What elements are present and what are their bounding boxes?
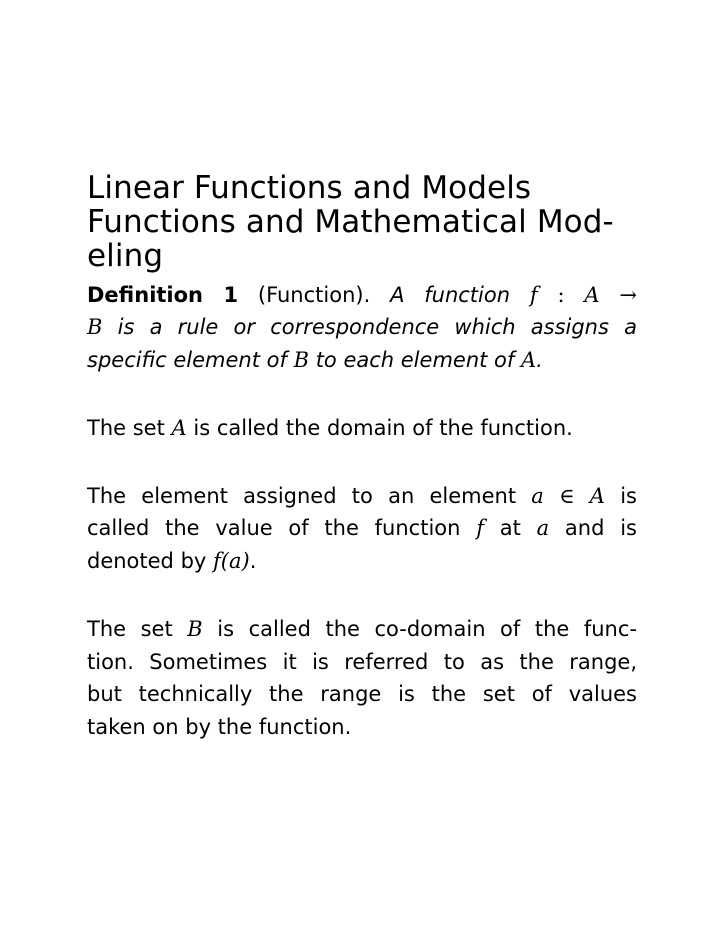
definition-text-3b: to each element of <box>315 348 515 372</box>
math-f: f <box>529 283 538 307</box>
p3-text-1a: The set <box>87 617 173 641</box>
definition-text: A function <box>390 283 511 307</box>
math-f-of-a: f(a) <box>213 549 250 573</box>
p2-text-1b: is <box>620 484 637 508</box>
math-a: a <box>536 516 550 540</box>
math-B: B <box>187 617 203 641</box>
math-arrow: → <box>619 283 637 307</box>
definition-label: Definition 1 <box>87 283 239 307</box>
definition-text-3a: specific element of <box>87 348 287 372</box>
paragraph-value-line-3 <box>87 545 637 578</box>
math-B: B <box>87 315 103 339</box>
page-title <box>87 171 677 273</box>
math-a: a <box>531 484 544 508</box>
definition-line-3 <box>87 344 637 377</box>
definition-text-2: is a rule or correspondence which assigns a <box>117 315 637 339</box>
p1-text-post: is called the domain of the function. <box>193 416 573 440</box>
math-f: f <box>476 516 484 540</box>
definition-line-1 <box>87 279 637 312</box>
paragraph-value-line-1 <box>87 480 637 513</box>
p3-text-1b: is called the co-domain of the func- <box>217 617 637 641</box>
title-line-3: eling <box>87 238 164 274</box>
paragraph-value-line-2 <box>87 512 637 545</box>
p2-text-2b: at <box>499 516 521 540</box>
title-line-2: Functions and Mathematical Mod- <box>87 204 614 240</box>
definition-period: . <box>536 348 543 372</box>
paragraph-codomain-line-2: tion. Sometimes it is referred to as the range, <box>87 650 637 674</box>
math-colon: : <box>557 283 565 307</box>
paragraph-domain <box>87 412 637 445</box>
math-B: B <box>293 348 309 372</box>
math-A: A <box>520 348 537 372</box>
math-A: A <box>171 416 187 440</box>
math-in: ∈ <box>559 484 575 508</box>
definition-line-2 <box>87 311 637 344</box>
paragraph-codomain-line-3: but technically the range is the set of values <box>87 682 637 706</box>
paragraph-codomain-line-1 <box>87 613 637 646</box>
p2-period: . <box>249 549 257 573</box>
p2-text-2a: called the value of the function <box>87 516 461 540</box>
paragraph-codomain-line-4: taken on by the function. <box>87 715 352 739</box>
p2-text-2c: and is <box>564 516 637 540</box>
title-line-1: Linear Functions and Models <box>87 170 532 206</box>
p2-text-1a: The element assigned to an element <box>87 484 517 508</box>
p2-text-3a: denoted by <box>87 549 207 573</box>
math-A: A <box>584 283 600 307</box>
p1-text-pre: The set <box>87 416 165 440</box>
math-A: A <box>589 484 605 508</box>
definition-name: (Function). <box>257 283 371 307</box>
